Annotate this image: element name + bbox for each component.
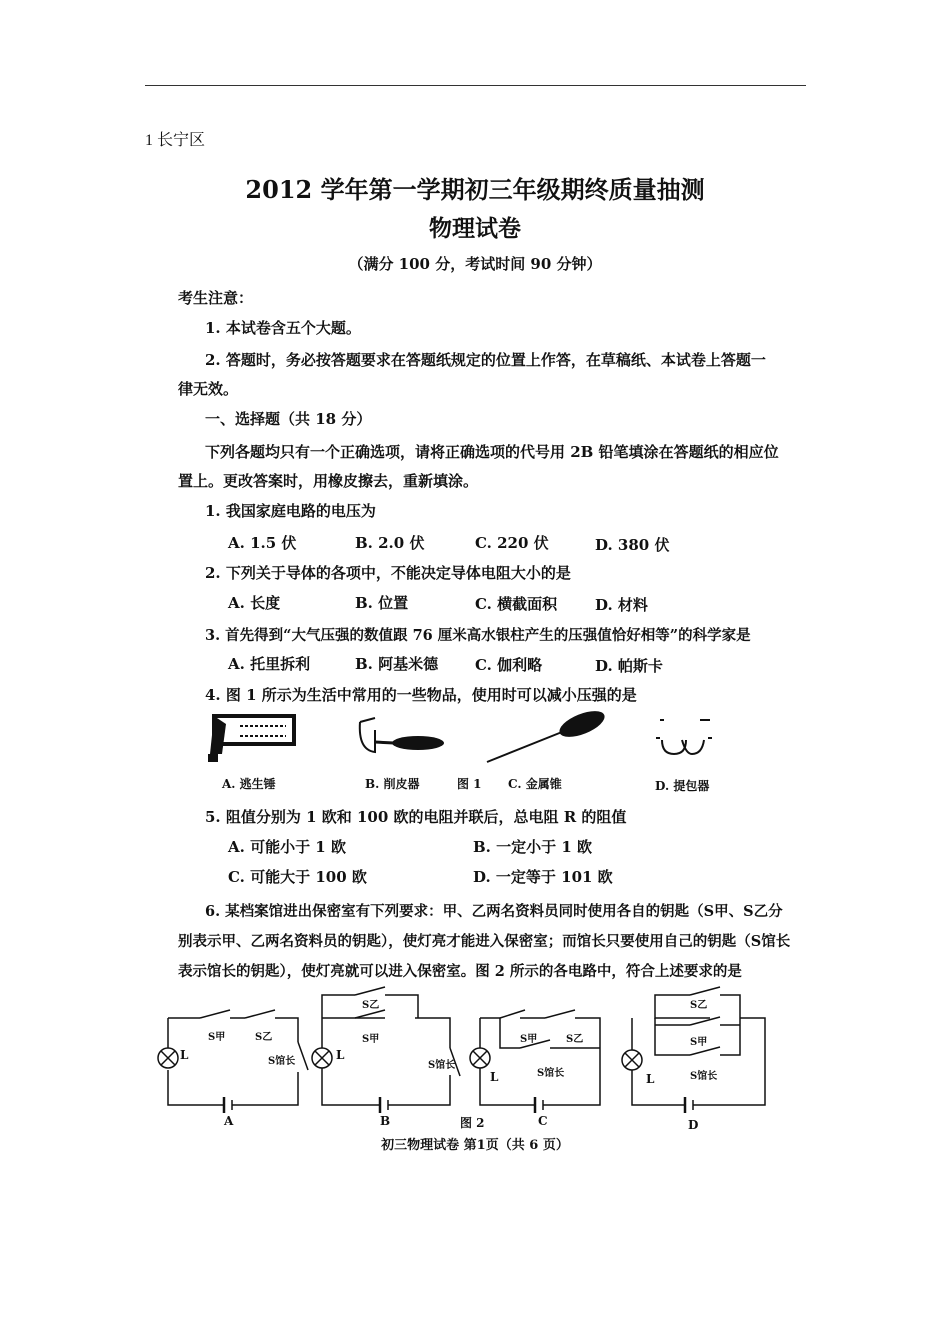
circuit-c [470, 1010, 600, 1113]
circuit-a-label: A [224, 1114, 234, 1128]
q4-option-d: D. 提包器 [655, 779, 710, 793]
circuit-d-lamp-label: L [646, 1072, 655, 1086]
q4-option-b: B. 削皮器 [365, 777, 420, 791]
section-instructions-cont: 置上。更改答案时，用橡皮擦去，重新填涂。 [178, 472, 479, 490]
q2-option-d: D. 材料 [595, 596, 648, 614]
page-footer: 初三物理试卷 第1页（共 6 页） [381, 1138, 569, 1153]
circuit-a-s-guanzhang: S馆长 [268, 1056, 296, 1067]
metal-awl-image [487, 710, 608, 762]
question-6-line-2: 别表示甲、乙两名资料员的钥匙），使灯亮才能进入保密室；而馆长只要使用自己的钥匙（S馆长 [178, 933, 791, 950]
notice-item-2-cont: 律无效。 [178, 380, 239, 398]
question-1-stem: 1. 我国家庭电路的电压为 [205, 502, 376, 520]
q4-option-c: C. 金属锥 [508, 777, 562, 791]
q3-option-d: D. 帕斯卡 [595, 657, 663, 675]
bag-holder-image [656, 720, 712, 754]
q1-option-b: B. 2.0 伏 [355, 534, 425, 552]
notice-item-1: 1. 本试卷含五个大题。 [205, 319, 361, 337]
q3-option-a: A. 托里拆利 [228, 655, 311, 673]
figure-2-caption: 图 2 [460, 1116, 485, 1130]
q5-option-d: D. 一定等于 101 欧 [473, 868, 613, 886]
notice-heading: 考生注意： [178, 289, 254, 307]
question-3-stem: 3. 首先得到“大气压强的数值跟 76 厘米高水银柱产生的压强值恰好相等”的科学家是 [205, 627, 751, 644]
circuit-b [312, 987, 460, 1113]
q1-option-c: C. 220 伏 [475, 534, 549, 552]
q1-option-a: A. 1.5 伏 [228, 534, 297, 552]
q1-option-d: D. 380 伏 [595, 536, 670, 554]
circuit-a-lamp-label: L [180, 1048, 189, 1062]
question-5-stem: 5. 阻值分别为 1 欧和 100 欧的电阻并联后，总电阻 R 的阻值 [205, 808, 627, 826]
circuit-b-label: B [380, 1114, 391, 1128]
q2-option-b: B. 位置 [355, 594, 409, 612]
circuit-b-lamp-label: L [336, 1048, 345, 1062]
circuit-d-label: D [688, 1118, 699, 1132]
question-6-line-3: 表示馆长的钥匙），使灯亮就可以进入保密室。图 2 所示的各电路中，符合上述要求的是 [178, 963, 742, 980]
q2-option-c: C. 横截面积 [475, 595, 558, 613]
q3-option-c: C. 伽利略 [475, 656, 543, 674]
circuit-d-s-guanzhang: S馆长 [690, 1071, 718, 1082]
section-heading: 一、选择题（共 18 分） [205, 410, 372, 428]
figure-1-images [200, 710, 760, 780]
peeler-image [360, 718, 444, 752]
circuit-c-lamp-label: L [490, 1070, 499, 1084]
escape-hammer-image [208, 716, 294, 762]
figure-2-circuits [150, 980, 780, 1130]
q2-option-a: A. 长度 [228, 594, 281, 612]
question-4-stem: 4. 图 1 所示为生活中常用的一些物品，使用时可以减小压强的是 [205, 686, 637, 704]
top-rule [145, 85, 806, 86]
circuit-c-label: C [538, 1114, 548, 1128]
q3-option-b: B. 阿基米德 [355, 655, 439, 673]
question-2-stem: 2. 下列关于导体的各项中，不能决定导体电阻大小的是 [205, 564, 571, 582]
q5-option-b: B. 一定小于 1 欧 [473, 838, 593, 856]
circuit-c-s-yi: S乙 [566, 1034, 584, 1045]
exam-subtitle: （满分 100 分，考试时间 90 分钟） [348, 255, 602, 273]
circuit-c-s-guanzhang: S馆长 [537, 1068, 565, 1079]
circuit-b-s-guanzhang: S馆长 [428, 1060, 456, 1071]
exam-title: 2012 学年第一学期初三年级期终质量抽测 [245, 175, 705, 204]
district-label: 1 长宁区 [145, 132, 206, 149]
circuit-d-s-yi: S乙 [690, 1000, 708, 1011]
circuit-a-s-jia: S甲 [208, 1032, 226, 1043]
circuit-b-s-jia: S甲 [362, 1034, 380, 1045]
question-6-line-1: 6. 某档案馆进出保密室有下列要求：甲、乙两名资料员同时使用各自的钥匙（S甲、S乙分 [205, 903, 783, 920]
section-instructions: 下列各题均只有一个正确选项，请将正确选项的代号用 2B 铅笔填涂在答题纸的相应位 [205, 443, 779, 461]
q5-option-c: C. 可能大于 100 欧 [228, 868, 367, 886]
circuit-b-s-yi: S乙 [362, 1000, 380, 1011]
q5-option-a: A. 可能小于 1 欧 [228, 838, 346, 856]
figure-1-caption: 图 1 [457, 777, 482, 791]
circuit-c-s-jia: S甲 [520, 1034, 538, 1045]
circuit-a-s-yi: S乙 [255, 1032, 273, 1043]
exam-subject: 物理试卷 [429, 215, 521, 242]
circuit-d-s-jia: S甲 [690, 1037, 708, 1048]
notice-item-2: 2. 答题时，务必按答题要求在答题纸规定的位置上作答，在草稿纸、本试卷上答题一 [205, 351, 766, 369]
q4-option-a: A. 逃生锤 [222, 777, 276, 791]
